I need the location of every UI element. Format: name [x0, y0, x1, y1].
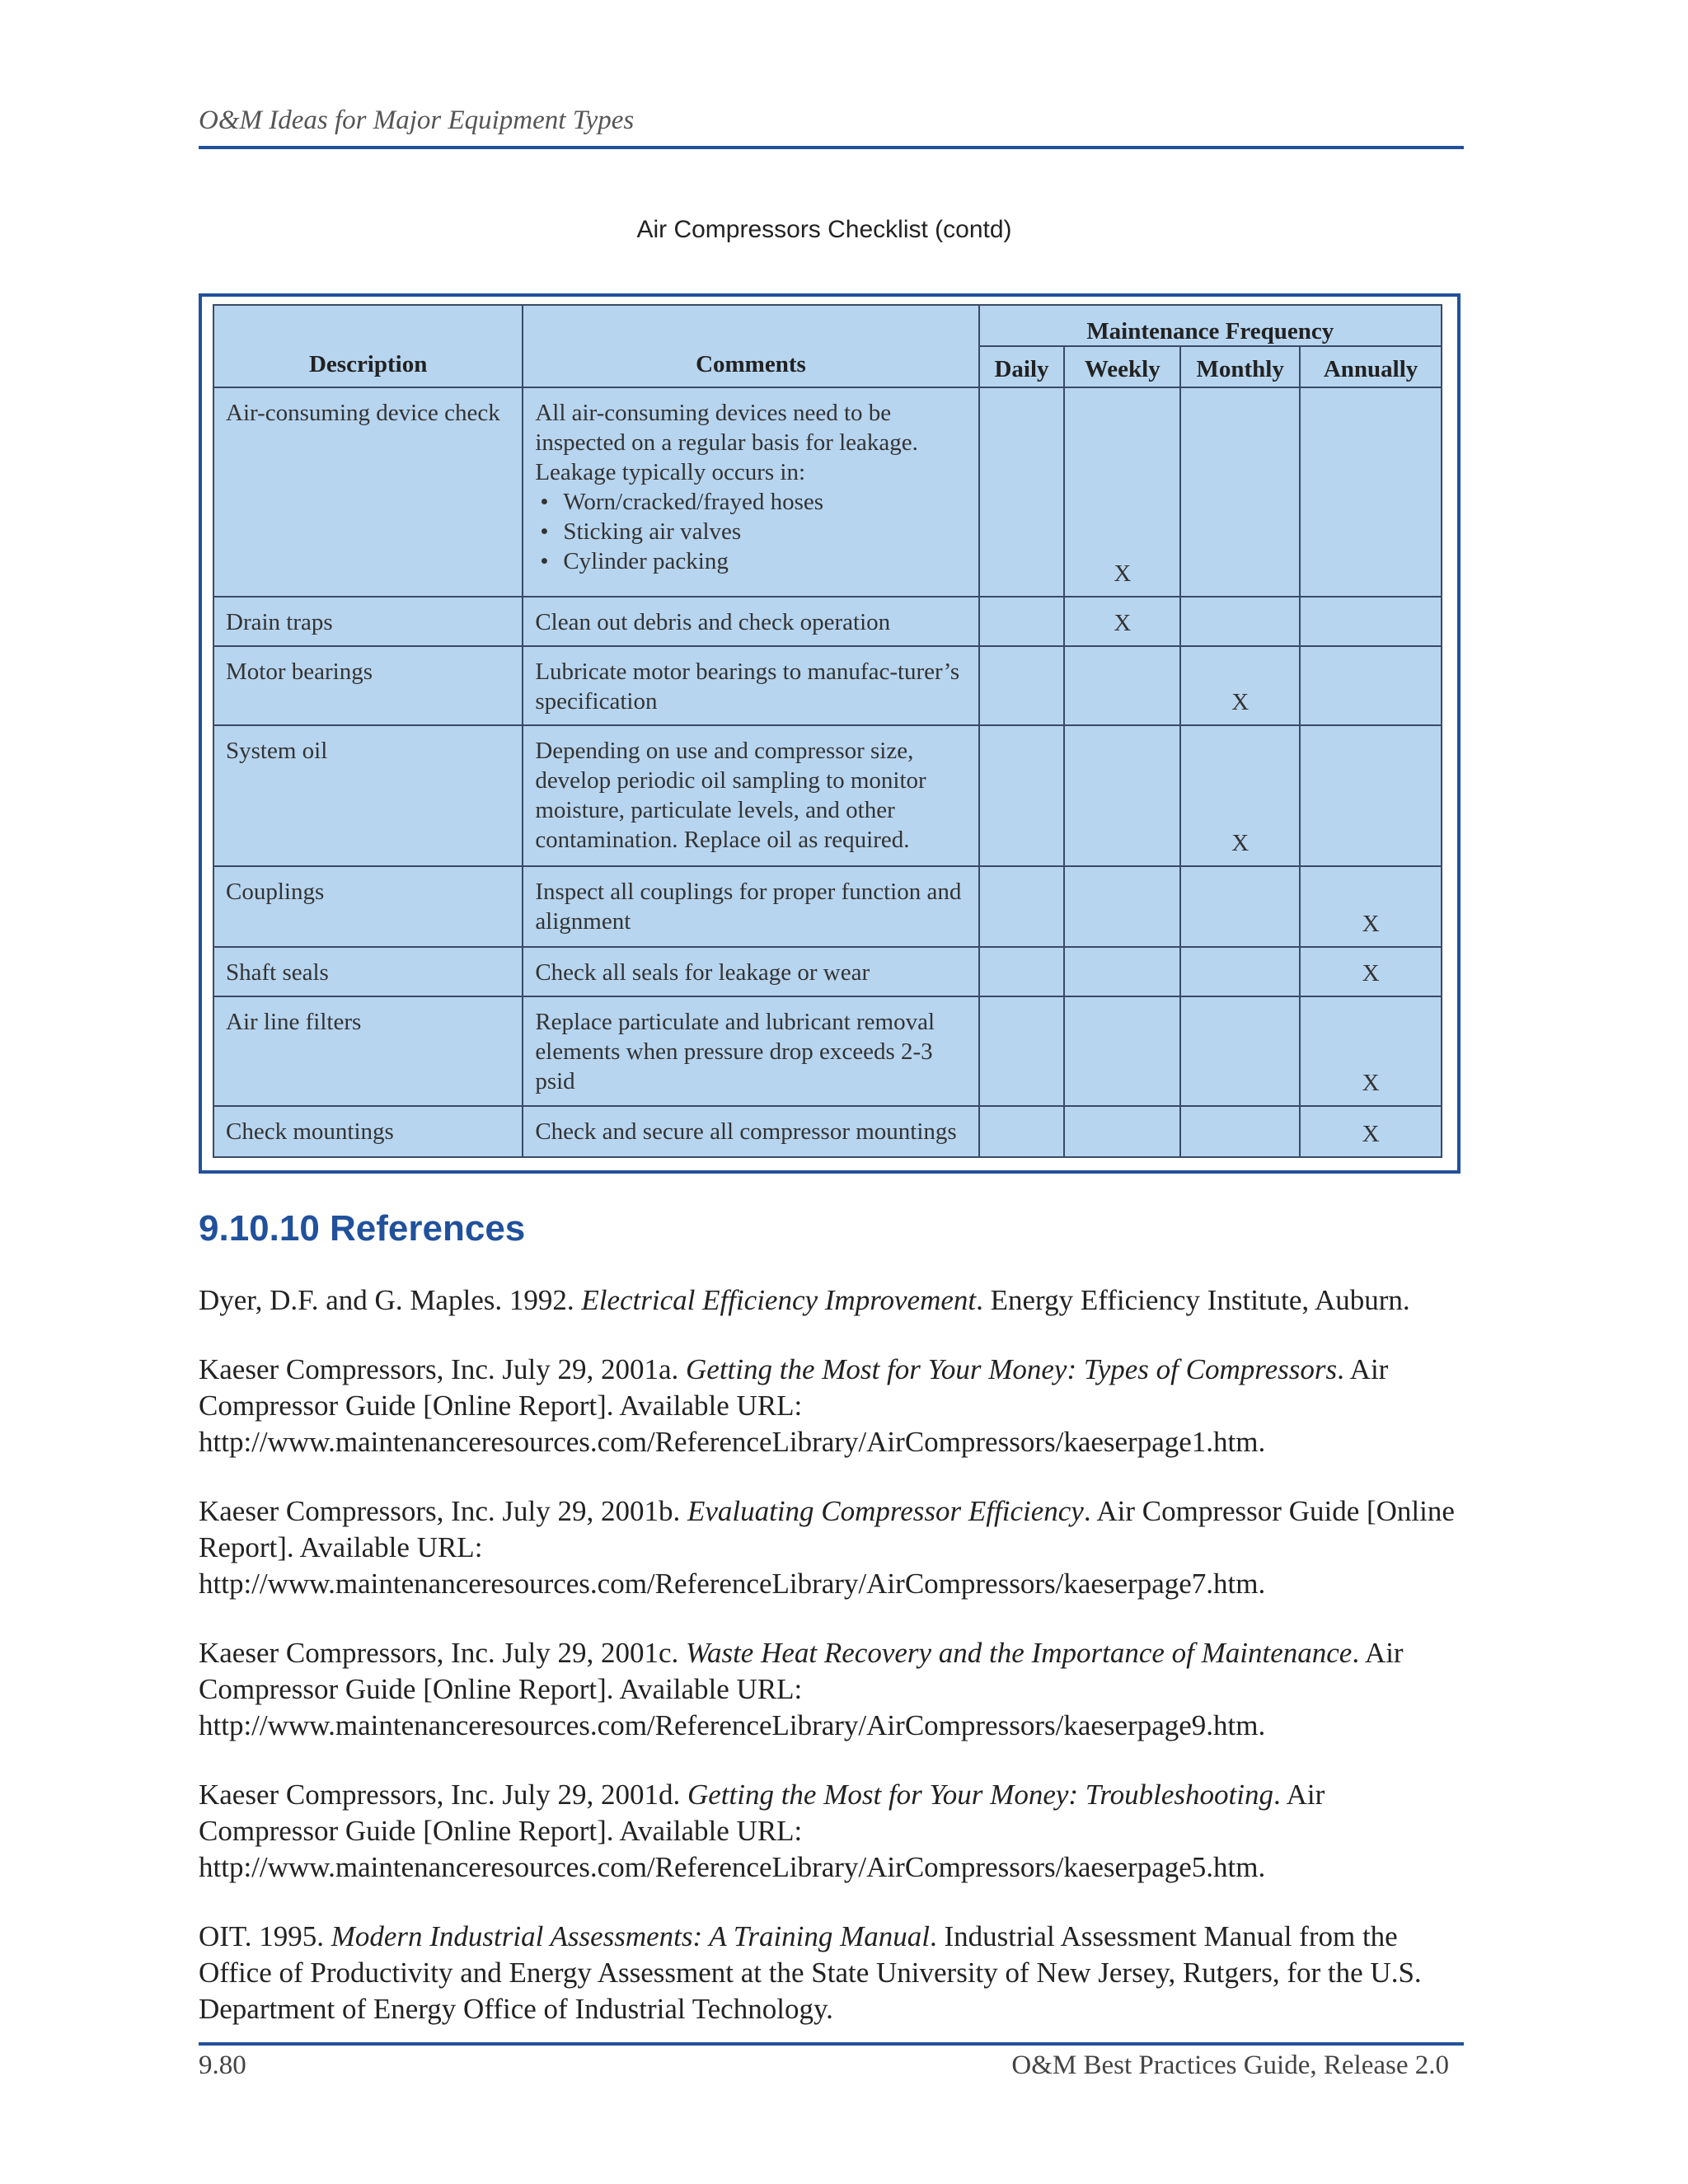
- reference-details: . Air Compressor Guide [Online Report]. Available URL: http://www.maintenanceresources.com/ReferenceLibrary/AirCompressors/kaeserpage7.htm.: [199, 1495, 1455, 1600]
- daily-mark: [979, 646, 1065, 725]
- monthly-mark: [1180, 996, 1300, 1106]
- reference-item: [199, 1352, 1468, 1460]
- row-description: Air-consuming device check: [213, 387, 523, 597]
- reference-item: [199, 1493, 1468, 1602]
- reference-title: Getting the Most for Your Money: Troubleshooting: [687, 1779, 1273, 1811]
- row-comment: [523, 387, 978, 597]
- table-row: [213, 597, 1442, 646]
- header-maintenance-frequency: Maintenance Frequency: [979, 305, 1442, 346]
- reference-title: Electrical Efficiency Improvement: [581, 1284, 977, 1316]
- row-description: System oil: [213, 725, 523, 865]
- row-description: Drain traps: [213, 597, 523, 646]
- row-description: Couplings: [213, 866, 523, 947]
- reference-authors: Kaeser Compressors, Inc. July 29, 2001c.: [199, 1637, 687, 1669]
- row-comment: Check all seals for leakage or wear: [523, 947, 978, 996]
- weekly-mark: [1064, 996, 1180, 1106]
- annually-mark: X: [1300, 866, 1442, 947]
- reference-item: [199, 1777, 1468, 1886]
- reference-title: Evaluating Compressor Efficiency: [687, 1495, 1084, 1527]
- weekly-mark: [1064, 725, 1180, 865]
- references-list: [199, 1282, 1468, 2060]
- list-item: • Cylinder packing: [535, 546, 966, 576]
- weekly-mark: [1064, 866, 1180, 947]
- reference-item: [199, 1635, 1468, 1744]
- table-row: [213, 1106, 1442, 1157]
- daily-mark: [979, 947, 1065, 996]
- daily-mark: [979, 725, 1065, 865]
- weekly-mark: X: [1064, 387, 1180, 597]
- header-daily: Daily: [979, 346, 1065, 387]
- footer-rule: [199, 2042, 1464, 2046]
- row-comment-text: All air-consuming devices need to be inspected on a regular basis for leakage. Leakage typically occurs in:: [535, 400, 918, 485]
- reference-title: Getting the Most for Your Money: Types of Compressors: [686, 1353, 1338, 1385]
- section-heading: 9.10.10 References: [199, 1208, 526, 1249]
- daily-mark: [979, 387, 1065, 597]
- table-title: Air Compressors Checklist (contd): [636, 216, 1012, 243]
- checklist-table: [213, 304, 1442, 1158]
- reference-authors: Kaeser Compressors, Inc. July 29, 2001b.: [199, 1495, 687, 1527]
- header-monthly: Monthly: [1180, 346, 1300, 387]
- row-comment: Depending on use and compressor size, develop periodic oil sampling to monitor moisture, particulate levels, and other contamination. Replace oil as required.: [523, 725, 978, 865]
- annually-mark: [1300, 646, 1442, 725]
- list-item: • Worn/cracked/frayed hoses: [535, 487, 966, 517]
- header-description: Description: [213, 305, 523, 387]
- reference-details: . Energy Efficiency Institute, Auburn.: [976, 1284, 1410, 1316]
- table-row: [213, 387, 1442, 597]
- annually-mark: [1300, 597, 1442, 646]
- reference-details: . Air Compressor Guide [Online Report]. Available URL: http://www.maintenanceresources.com/ReferenceLibrary/AirCompressors/kaeserpage9.htm.: [199, 1637, 1404, 1741]
- daily-mark: [979, 996, 1065, 1106]
- header-comments: Comments: [523, 305, 978, 387]
- row-description: Shaft seals: [213, 947, 523, 996]
- row-comment: Clean out debris and check operation: [523, 597, 978, 646]
- reference-details: . Air Compressor Guide [Online Report]. Available URL: http://www.maintenanceresources.com/ReferenceLibrary/AirCompressors/kaeserpage1.htm.: [199, 1353, 1389, 1458]
- table-row: [213, 947, 1442, 996]
- weekly-mark: [1064, 947, 1180, 996]
- monthly-mark: [1180, 866, 1300, 947]
- reference-title: Modern Industrial Assessments: A Training Manual: [331, 1920, 931, 1952]
- row-comment: Replace particulate and lubricant removal elements when pressure drop exceeds 2-3 psid: [523, 996, 978, 1106]
- annually-mark: [1300, 725, 1442, 865]
- daily-mark: [979, 1106, 1065, 1157]
- monthly-mark: X: [1180, 646, 1300, 725]
- reference-details: . Air Compressor Guide [Online Report]. Available URL: http://www.maintenanceresources.com/ReferenceLibrary/AirCompressors/kaeserpage5.htm.: [199, 1779, 1325, 1883]
- header-annually: Annually: [1300, 346, 1442, 387]
- weekly-mark: X: [1064, 597, 1180, 646]
- monthly-mark: [1180, 1106, 1300, 1157]
- row-comment: Check and secure all compressor mountings: [523, 1106, 978, 1157]
- annually-mark: X: [1300, 996, 1442, 1106]
- annually-mark: [1300, 387, 1442, 597]
- reference-details: . Industrial Assessment Manual from the Office of Productivity and Energy Assessment at the State University of New Jersey, Rutgers, for the U.S. Department of Energy Office of Industrial Technology.: [199, 1920, 1422, 2025]
- reference-authors: Kaeser Compressors, Inc. July 29, 2001d.: [199, 1779, 687, 1811]
- weekly-mark: [1064, 1106, 1180, 1157]
- row-comment: Lubricate motor bearings to manufac-turer’s specification: [523, 646, 978, 725]
- reference-item: [199, 1919, 1468, 2027]
- weekly-mark: [1064, 646, 1180, 725]
- monthly-mark: [1180, 387, 1300, 597]
- daily-mark: [979, 597, 1065, 646]
- table-row: [213, 725, 1442, 865]
- running-header: O&M Ideas for Major Equipment Types: [199, 105, 635, 135]
- reference-authors: OIT. 1995.: [199, 1920, 331, 1952]
- row-description: Motor bearings: [213, 646, 523, 725]
- daily-mark: [979, 866, 1065, 947]
- header-rule: [199, 146, 1464, 149]
- table-row: [213, 646, 1442, 725]
- table-row: [213, 866, 1442, 947]
- row-description: Air line filters: [213, 996, 523, 1106]
- monthly-mark: X: [1180, 725, 1300, 865]
- header-weekly: Weekly: [1064, 346, 1180, 387]
- row-description: Check mountings: [213, 1106, 523, 1157]
- reference-authors: Dyer, D.F. and G. Maples. 1992.: [199, 1284, 582, 1316]
- list-item: • Sticking air valves: [535, 517, 966, 546]
- annually-mark: X: [1300, 1106, 1442, 1157]
- monthly-mark: [1180, 947, 1300, 996]
- monthly-mark: [1180, 597, 1300, 646]
- page-number: 9.80: [199, 2050, 246, 2080]
- reference-item: [199, 1282, 1468, 1319]
- table-row: [213, 996, 1442, 1106]
- row-comment: Inspect all couplings for proper function and alignment: [523, 866, 978, 947]
- reference-authors: Kaeser Compressors, Inc. July 29, 2001a.: [199, 1353, 687, 1385]
- reference-title: Waste Heat Recovery and the Importance of Maintenance: [686, 1637, 1353, 1669]
- annually-mark: X: [1300, 947, 1442, 996]
- guide-title: O&M Best Practices Guide, Release 2.0: [1011, 2050, 1449, 2080]
- bullet-list: [535, 487, 966, 576]
